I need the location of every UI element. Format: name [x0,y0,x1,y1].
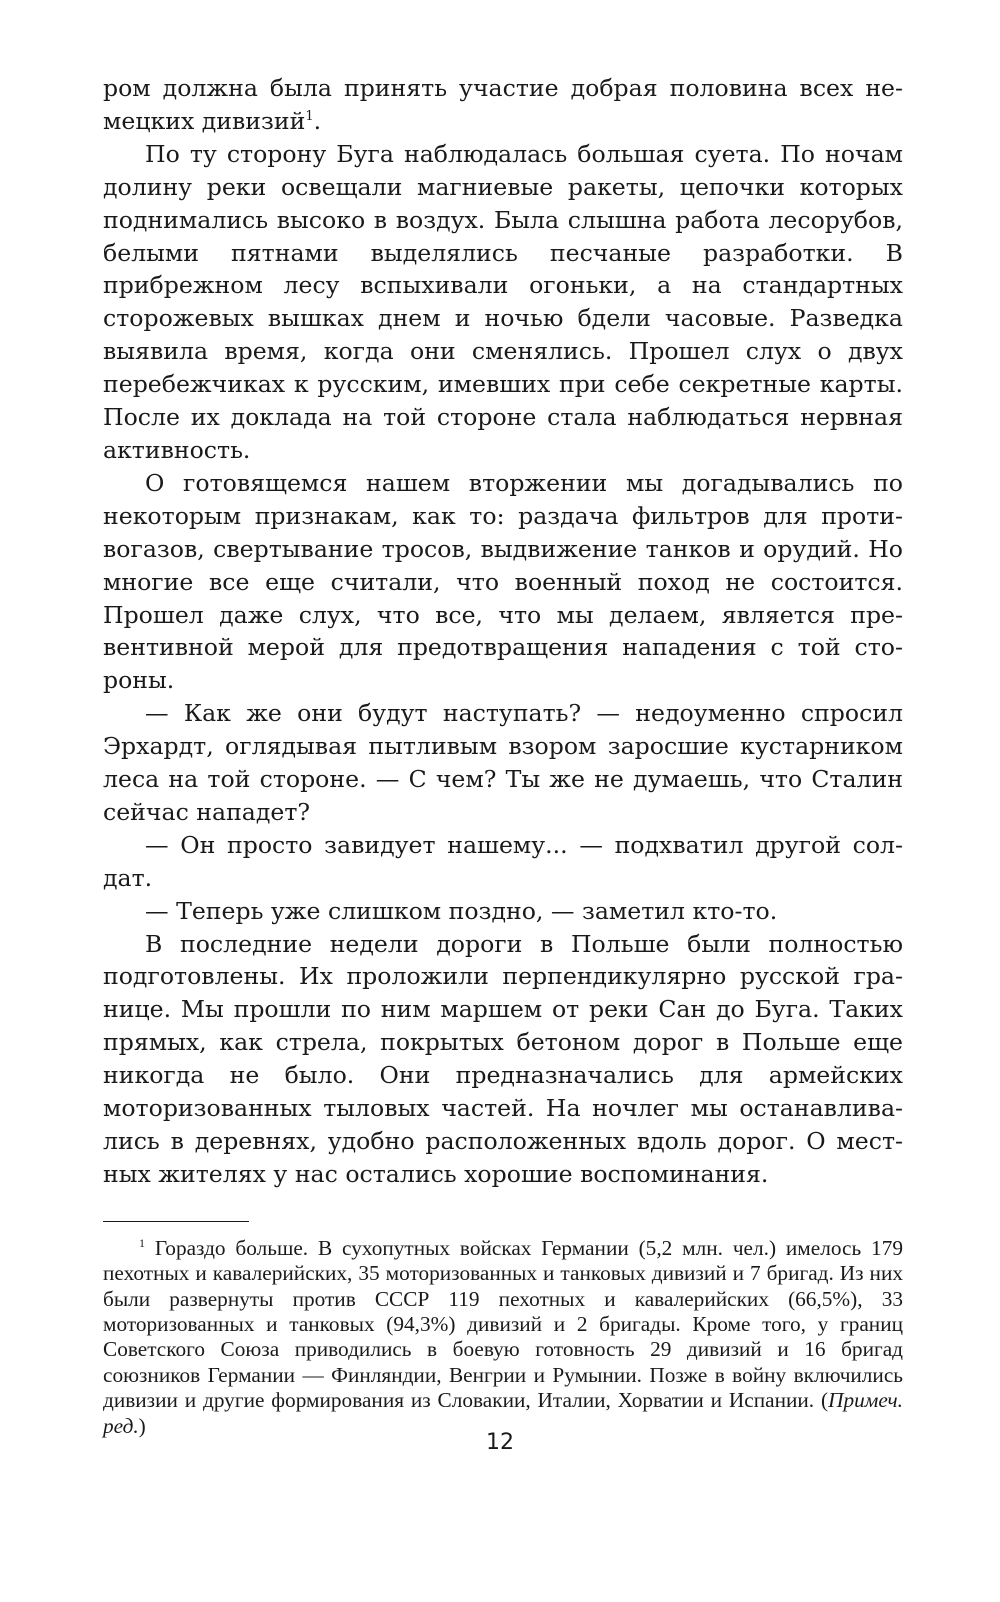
paragraph-2: По ту сторону Буга наблюдалась большая суета. По ночам долину реки освещали магниевые ракеты, цепочки которых поднимались высоко в воздух. Была слышна работа лесорубов, белыми пятнами выделялись песчаные разработки. В прибрежном лесу вспыхивали огоньки, а на стандартных сторожевых вышках днем и ночью бдели часовые. Разведка выявила время, когда они сменялись. Прошел слух о двух перебежчиках к русским, имевших при себе секретные карты. После их доклада на той стороне стала наблюдаться нервная активность. [103,139,903,464]
paragraph-3: О готовящемся нашем вторжении мы догадывались по некоторым признакам, как то: раздача фильтров для противогазов, свертывание тросов, выдвижение танков и орудий. Но многие все еще считали, что военный поход не состоится. Прошел даже слух, что все, что мы делаем, является превентивной мерой для предотвращения нападения с той стороны. [103,468,903,695]
footnote-text: Гораздо больше. В сухопутных войсках Германии (5,2 млн. чел.) имелось 179 пехотных и кавалерийских, 35 моторизованных и танковых дивизий и 7 бригад. Из них были развернуты против СССР 119 пехотных и кавалерийских (66,5%), 33 моторизованных и танковых (94,3%) дивизий и 2 бригады. Кроме того, у границ Советского Союза приводились в боевую готовность 29 дивизий и 16 бригад союзников Германии — Финляндии, Венгрии и Румынии. Позже в войну включились дивизии и другие формирования из Словакии, Италии, Хорватии и Испании. [103,1235,903,1413]
footnote-note-open: ( [820,1388,829,1413]
paragraph-6: — Теперь уже слишком поздно, — заметил кто-то. [145,896,778,925]
footnote-marker: 1 [139,1235,145,1250]
footnote-note-close: ) [138,1413,146,1438]
book-page [103,72,903,1439]
page-number: 12 [486,1430,514,1455]
paragraph-1-text: ром должна была принять участие добрая половина всех немецких дивизий [103,74,903,135]
paragraph-1-tail: . [313,106,322,135]
footnote-reference: 1 [305,109,314,125]
paragraph-1 [103,72,903,138]
main-text [103,72,903,1191]
footnote [103,1236,903,1439]
paragraph-5: — Он просто завидует нашему... — подхватил другой солдат. [103,830,903,892]
footnote-divider [103,1221,249,1222]
footnote-editor-note: Примеч. ред. [103,1388,904,1438]
paragraph-4: — Как же они будут наступать? — недоуменно спросил Эрхардт, оглядывая пытливым взором заросшие кустарником леса на той стороне. — С чем? Ты же не думаешь, что Сталин сейчас нападет? [103,699,903,826]
paragraph-7: В последние недели дороги в Польше были полностью подготовлены. Их проложили перпендикулярно русской границе. Мы прошли по ним маршем от реки Сан до Буга. Таких прямых, как стрела, покрытых бетоном дорог в Польше еще никогда не было. Они предназначались для армейских моторизованных тыловых частей. На ночлег мы останавливались в деревнях, удобно расположенных вдоль дорог. О местных жителях у нас остались хорошие воспоминания. [103,929,903,1188]
